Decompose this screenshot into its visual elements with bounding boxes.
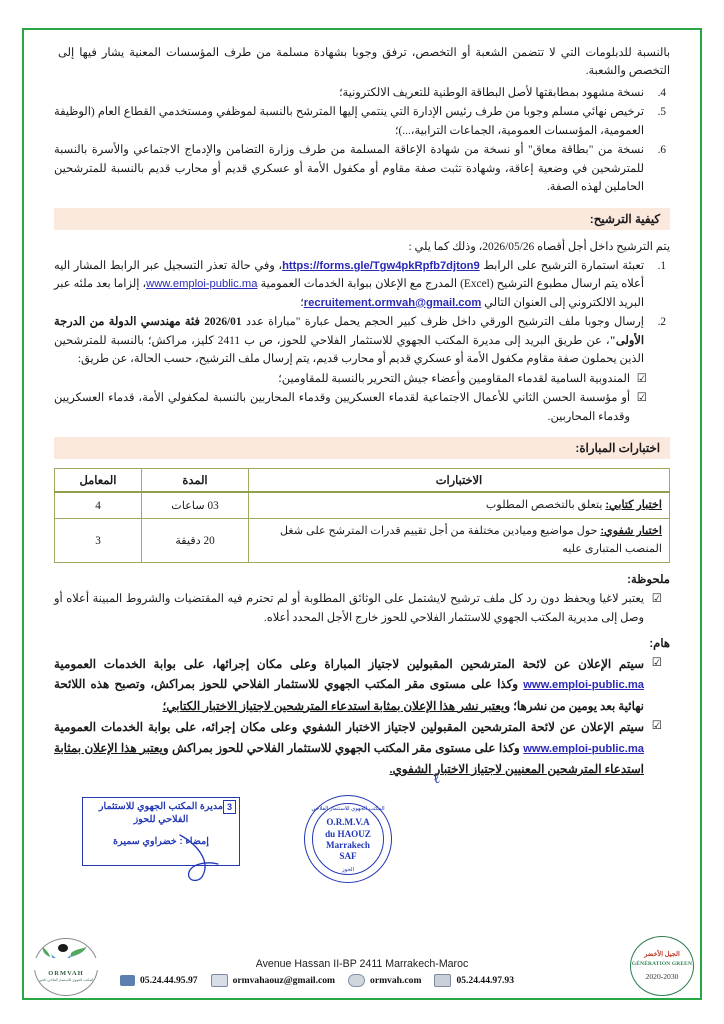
signature-title-line2: الفلاحي للحوز [133,814,189,826]
stamp-line-4: SAF [339,851,357,862]
step1-text-c: ، إلزاما بعد ملئه عبر البريد الالكتروني إلى العنوان التالي [54,278,644,309]
stamp-arabic-bottom: الحوز [341,867,354,874]
document-body [36,44,688,934]
exam-oral-coefficient: 3 [55,519,142,563]
generation-green-french: GÉNÉRATION GREEN [631,961,693,967]
official-stamp [304,795,392,883]
important-item-oral [54,717,644,779]
important2-underlined: ويعتبر هذا الإعلان بمثابة استدعاء المترشحين المعنيين لاجتياز الاختبار الشفوي. [54,740,644,776]
section-header-exams: اختبارات المباراة: [54,437,670,459]
step1-text-b: ، وفي حالة تعذر التسجيل عبر الرابط المشار اليه أعلاه يتم ارسال مطبوع الترشيح (Excel) المدرج مع الإعلان ببوابة الخدمات العمومية [54,259,644,291]
application-deadline-line: يتم الترشيح داخل أجل أقصاه 2026/05/26، وذلك كما يلي : [408,240,670,253]
footer-fax: 05.24.44.97.93 [456,975,514,986]
stamp-arabic-top: المكتب الجهوي للاستثمار الفلاحي [311,806,385,813]
list-item: ترخيص نهائي مسلم وجوبا من طرف رئيس الإدارة التي ينتمي إليها المترشح بالنسبة لموظفي ومستخدمي القطاع العام (الوظيفة العمومية، المؤسسات العمومية، الجماعات الترابية،...)؛ [54,106,644,137]
generation-green-logo [630,936,694,996]
footer-website[interactable]: ormvah.com [370,975,422,986]
exam-written-cell [249,492,670,519]
section-header-application: كيفية الترشيح: [54,208,670,230]
emploi-public-link-important1[interactable]: www.emploi-public.ma [523,679,644,692]
table-row [55,492,670,519]
intro-paragraph: بالنسبة للدبلومات التي لا تتضمن الشعبة أو التخصص، ترفق وجوبا بشهادة مسلمة من طرف المؤسسات المعنية يشار فيها إلى التخصص والشعبة. [58,47,670,78]
signature-box [82,797,240,866]
stamp-line-3: Marrakech [326,840,370,851]
footer-contact-list [120,974,514,987]
important2-text-a: سيتم الإعلان عن لائحة المترشحين المقبولين لاجتياز الاختبار الشفوي وعلى مكان إجرائه، على بوابة الخدمات العمومية [54,720,644,735]
signature-title-line1: مديرة المكتب الجهوي للاستثمار [98,801,224,813]
generation-green-arabic: الجيل الأخضر [644,951,680,958]
signer-name: خضراوي سميرة [113,836,177,848]
ormvah-logo-subtitle: المكتب الجهوي للاستثمار الفلاحي للحوز [38,978,94,982]
mail-icon [211,974,228,987]
footer-address-wrap [24,958,700,970]
column-header-duration: المدة [142,468,249,492]
exam-written-label: اختبار كتابي: [605,498,662,511]
application-step-1 [54,257,644,312]
stamp-latin-text [305,817,391,862]
competition-number: 2026/01 [204,316,242,329]
stamp-line-1: O.R.M.V.A [326,817,370,828]
globe-icon [348,974,365,987]
important2-text-b: وكذا على مستوى مقر المكتب الجهوي للاستثمار الفلاحي للحوز بمراكش [171,740,520,755]
list-item: ☑ أو مؤسسة الحسن الثاني للأعمال الاجتماعية لقدماء العسكريين وقدماء المحاربين بالنسبة لمكفولي الأمة، قدماء العسكريين وقدماء المحاربين. [54,389,630,426]
competition-category: فئة مهندسي الدولة من الدرجة الأولى" [54,316,644,347]
step2-text-a: إرسال وجوبا ملف الترشيح الورقي داخل ظرف كبير الحجم يحمل عبارة "مباراة عدد [245,316,644,329]
application-step-2 [54,313,644,368]
table-header-row [55,468,670,492]
table-row [55,519,670,563]
phone-icon [120,975,135,986]
handwritten-mark: ℓ [431,770,442,788]
footer-fax-item [434,974,514,987]
column-header-coefficient: المعامل [55,468,142,492]
exam-oral-duration: 20 دقيقة [142,519,249,563]
footer-website-item [348,974,421,987]
page-footer [24,938,700,996]
note-title: ملحوظة: [627,573,670,587]
exam-oral-label: اختبار شفوي: [600,525,662,538]
recruitment-email-link[interactable]: recruitement.ormvah@gmail.com [303,296,482,309]
note-list [54,590,670,627]
important1-underlined: ويعتبر نشر هذا الإعلان بمثابة استدعاء المترشحين لاجتياز الاختبار الكتابي؛ [162,698,511,713]
column-header-exams: الاختبارات [249,468,670,492]
list-item: نسخة مشهود بمطابقتها لأصل البطاقة الوطنية للتعريف الالكترونية؛ [338,86,644,99]
ormvah-logo-name: ORMVAH [48,970,84,977]
required-documents-list [54,84,670,197]
step1-text-d: ؛ [300,296,304,309]
exam-oral-description: حول مواضيع وميادين مختلفة من أجل تقييم قدرات المترشح على شغل المنصب المتبارى عليه [279,525,662,555]
exam-written-coefficient: 4 [55,492,142,519]
signature-line [87,836,235,849]
application-form-link[interactable]: https://forms.gle/Tgw4pkRpfb7djton9 [282,259,480,272]
important-title: هام: [649,636,670,650]
signature-label: إمضاء : [179,836,209,848]
list-item: نسخة من "بطاقة معاق" أو نسخة من شهادة الإعاقة المسلمة من طرف وزارة التضامن والإدماج الاجتماعي والأسرة بالنسبة للمترشحين في وضعية إعاقة، وشهادة تثبت صفة مقاوم أو مكفول الأمة أو عسكري قديم أو محارب قديم بالنسبة للمترشحين الحاملين لهذه الصفة. [54,144,644,194]
exam-oral-cell [249,519,670,563]
fax-icon [434,974,451,987]
important1-text-b: وكذا على مستوى مقر المكتب الجهوي للاستثمار الفلاحي للحوز بمراكش، وتصبح هذه اللائحة نهائية بعد يومين من نشرها؛ [54,677,644,713]
footer-phone-item [120,975,198,986]
emploi-public-link-important2[interactable]: www.emploi-public.ma [523,742,644,755]
exams-table [54,468,670,563]
signature-box-number: 3 [223,800,236,814]
step2-text-b: ، عن طريق البريد إلى مديرة المكتب الجهوي للاستثمار الفلاحي للحوز، ص ب 2411 كليز، مراكش؛ بالنسبة للمترشحين الذين يحملون صفة مقاوم مكفول الأمة أو عسكري قديم أو محارب قديم، يتم إرسال ملف الترشيح، حسب الحالة، عن طريق: [54,334,644,366]
generation-green-years: 2020-2030 [645,972,679,981]
stamp-line-2: du HAOUZ [325,828,371,839]
emploi-public-link-step1[interactable]: www.emploi-public.ma [146,278,258,291]
important1-text-a: سيتم الإعلان عن لائحة المترشحين المقبولين لاجتياز المباراة وعلى مكان إجرائها، على بوابة الخدمات العمومية [54,656,644,671]
important-item-written [54,654,644,716]
footer-email-item [211,974,335,987]
exam-written-description: يتعلق بالتخصص المطلوب [485,498,603,511]
footer-address: Avenue Hassan II-BP 2411 Marrakech-Maroc [248,958,477,970]
footer-phone: 05.24.44.95.97 [140,975,198,986]
list-item: ☑ المندوبية السامية لقدماء المقاومين وأعضاء جيش التحرير بالنسبة للمقاومين؛ [54,370,630,388]
signature-area [54,770,670,911]
list-item: ☑ يعتبر لاغيا ويحفظ دون رد كل ملف ترشيح لايشتمل على الوثائق المطلوبة أو لم تحترم فيه المقتضيات والشروط المبينة أعلاه أو وصل إلى مديرية المكتب الجهوي للاستثمار الفلاحي للحوز خارج الأجل المحدد أعلاه. [54,590,644,627]
important-list [54,654,670,779]
exam-written-duration: 03 ساعات [142,492,249,519]
step2-channels-list [54,370,670,426]
application-steps-list [54,257,670,369]
step1-text-a: تعبئة استمارة الترشيح على الرابط [483,259,644,272]
footer-email[interactable]: ormvahaouz@gmail.com [232,975,336,986]
